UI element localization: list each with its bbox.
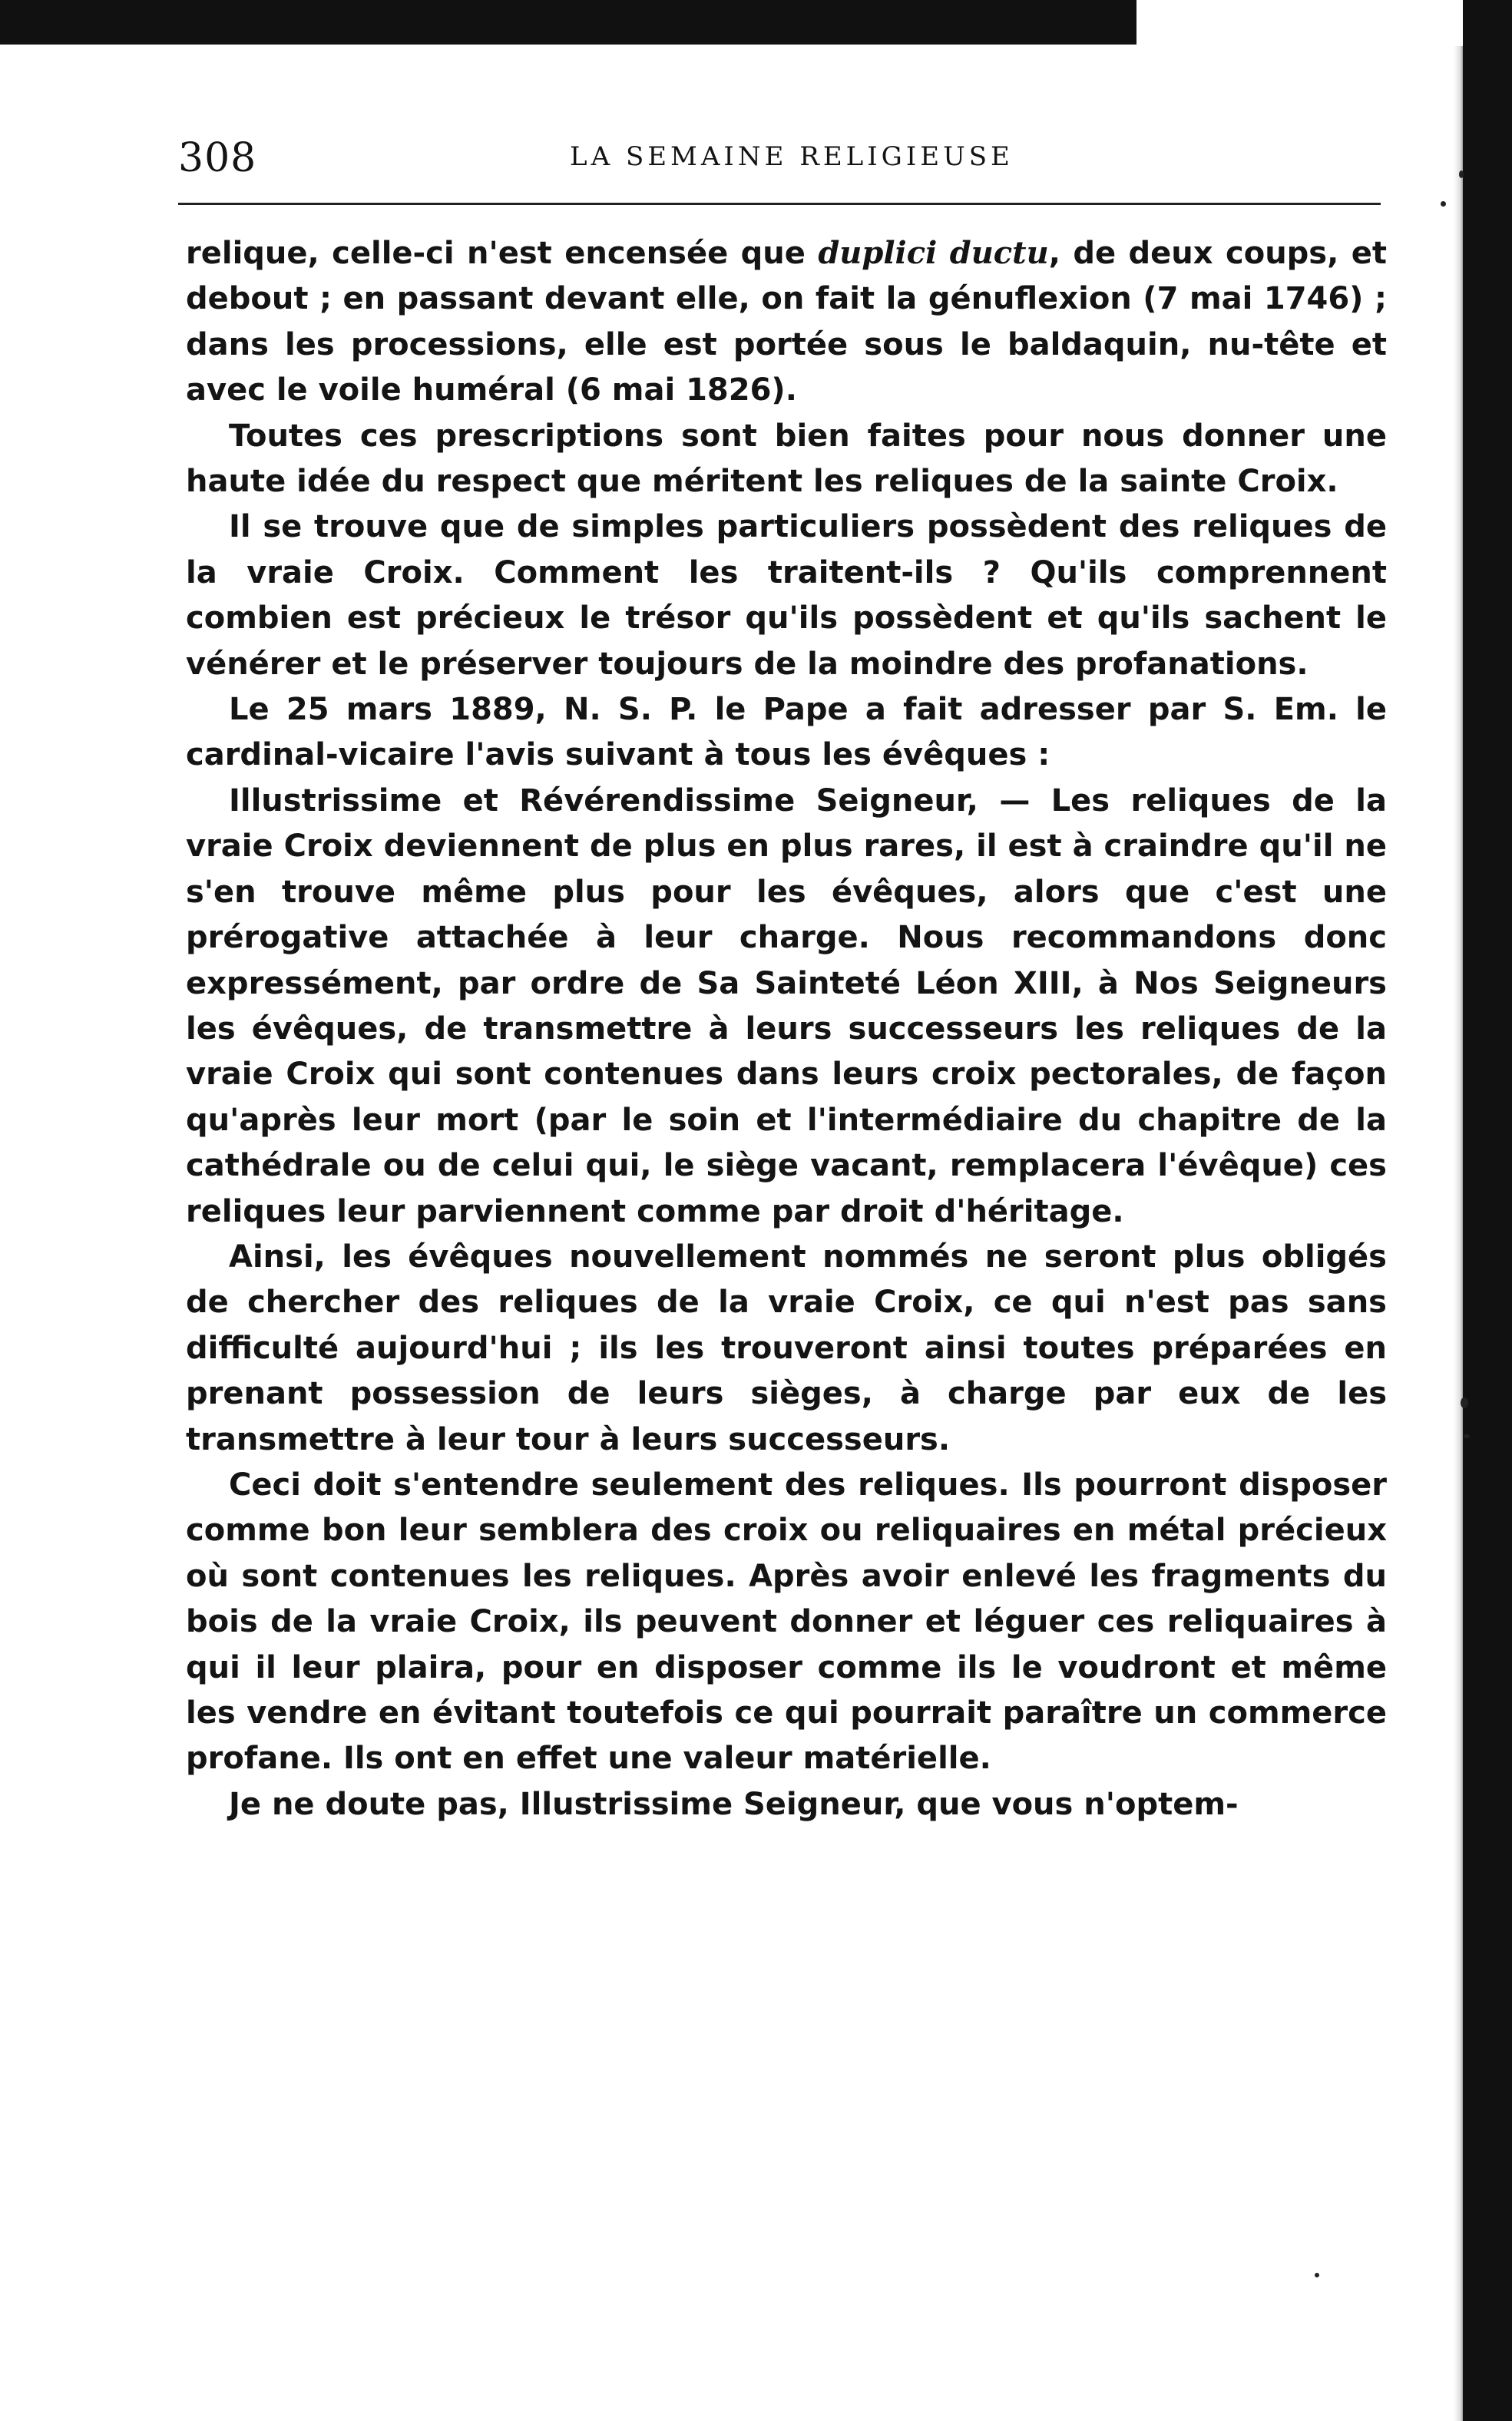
paragraph: Illustrissime et Révérendissime Seigneur, — Les reliques de la vraie Croix deviennent de plus en plus rares, il est à craindre qu'il ne s'en trouve même plus pour les évêques, alors que c'est une prérogative attachée à leur charge. Nous recommandons donc expressément, par ordre de Sa Sainteté Léon XIII, à Nos Seigneurs les évêques, de transmettre à leurs successeurs les reliques de la vraie Croix qui sont contenues dans leurs croix pectorales, de façon qu'après leur mort (par le soin et l'intermédiaire du chapitre de la cathédrale ou de celui qui, le siège vacant, remplacera l'évêque) ces reliques leur parviennent comme par droit d'héritage. bbox=[186, 782, 1387, 1229]
header-rule bbox=[178, 203, 1381, 205]
paragraph: Il se trouve que de simples particuliers possèdent des reliques de la vraie Croix. Comment les traitent-ils ? Qu'ils comprennent combien est précieux le trésor qu'ils possèdent et qu'ils sachent le vénérer et le préserver toujours de la moindre des profanations. bbox=[186, 509, 1387, 682]
scan-speck bbox=[1441, 201, 1446, 207]
scan-border-right bbox=[1463, 0, 1512, 2421]
paragraph: relique, celle-ci n'est encensée que duplici ductu, de deux coups, et debout ; en passant devant elle, on fait la génuflexion (7 mai 1746) ; dans les processions, elle est portée sous le baldaquin, nu-tête et avec le voile huméral (6 mai 1826). bbox=[186, 235, 1388, 408]
running-title: LA SEMAINE RELIGIEUSE bbox=[570, 141, 1014, 172]
paragraph: Toutes ces prescriptions sont bien faites pour nous donner une haute idée du respect que méritent les reliques de la sainte Croix. bbox=[186, 418, 1387, 500]
paragraph: Ainsi, les évêques nouvellement nommés ne seront plus obligés de chercher des reliques de la vraie Croix, ce qui n'est pas sans difficulté aujourd'hui ; ils les trouveront ainsi toutes préparées en prenant possession de leurs sièges, à charge par eux de les transmettre à leur tour à leurs successeurs. bbox=[186, 1239, 1387, 1457]
latin-phrase: duplici ductu bbox=[818, 235, 1049, 271]
page-number: 308 bbox=[178, 135, 257, 181]
body-text bbox=[186, 230, 1387, 1827]
scan-border-top bbox=[0, 0, 1136, 45]
scan-speck bbox=[1464, 1434, 1470, 1438]
scan-speck bbox=[1461, 1397, 1468, 1408]
scan-speck bbox=[1459, 170, 1464, 178]
page-header bbox=[178, 135, 1372, 189]
paragraph: Ceci doit s'entendre seulement des reliques. Ils pourront disposer comme bon leur semblera des croix ou reliquaires en métal précieux où sont contenues les reliques. Après avoir enlevé les fragments du bois de la vraie Croix, ils peuvent donner et léguer ces reliquaires à qui il leur plaira, pour en disposer comme ils le voudront et même les vendre en évitant toutefois ce qui pourrait paraître un commerce profane. Ils ont en effet une valeur matérielle. bbox=[186, 1467, 1387, 1777]
paragraph: Je ne doute pas, Illustrissime Seigneur, que vous n'optem- bbox=[229, 1786, 1239, 1822]
paragraph: Le 25 mars 1889, N. S. P. le Pape a fait adresser par S. Em. le cardinal-vicaire l'avis suivant à tous les évêques : bbox=[186, 692, 1387, 773]
scan-speck bbox=[1315, 2273, 1319, 2277]
